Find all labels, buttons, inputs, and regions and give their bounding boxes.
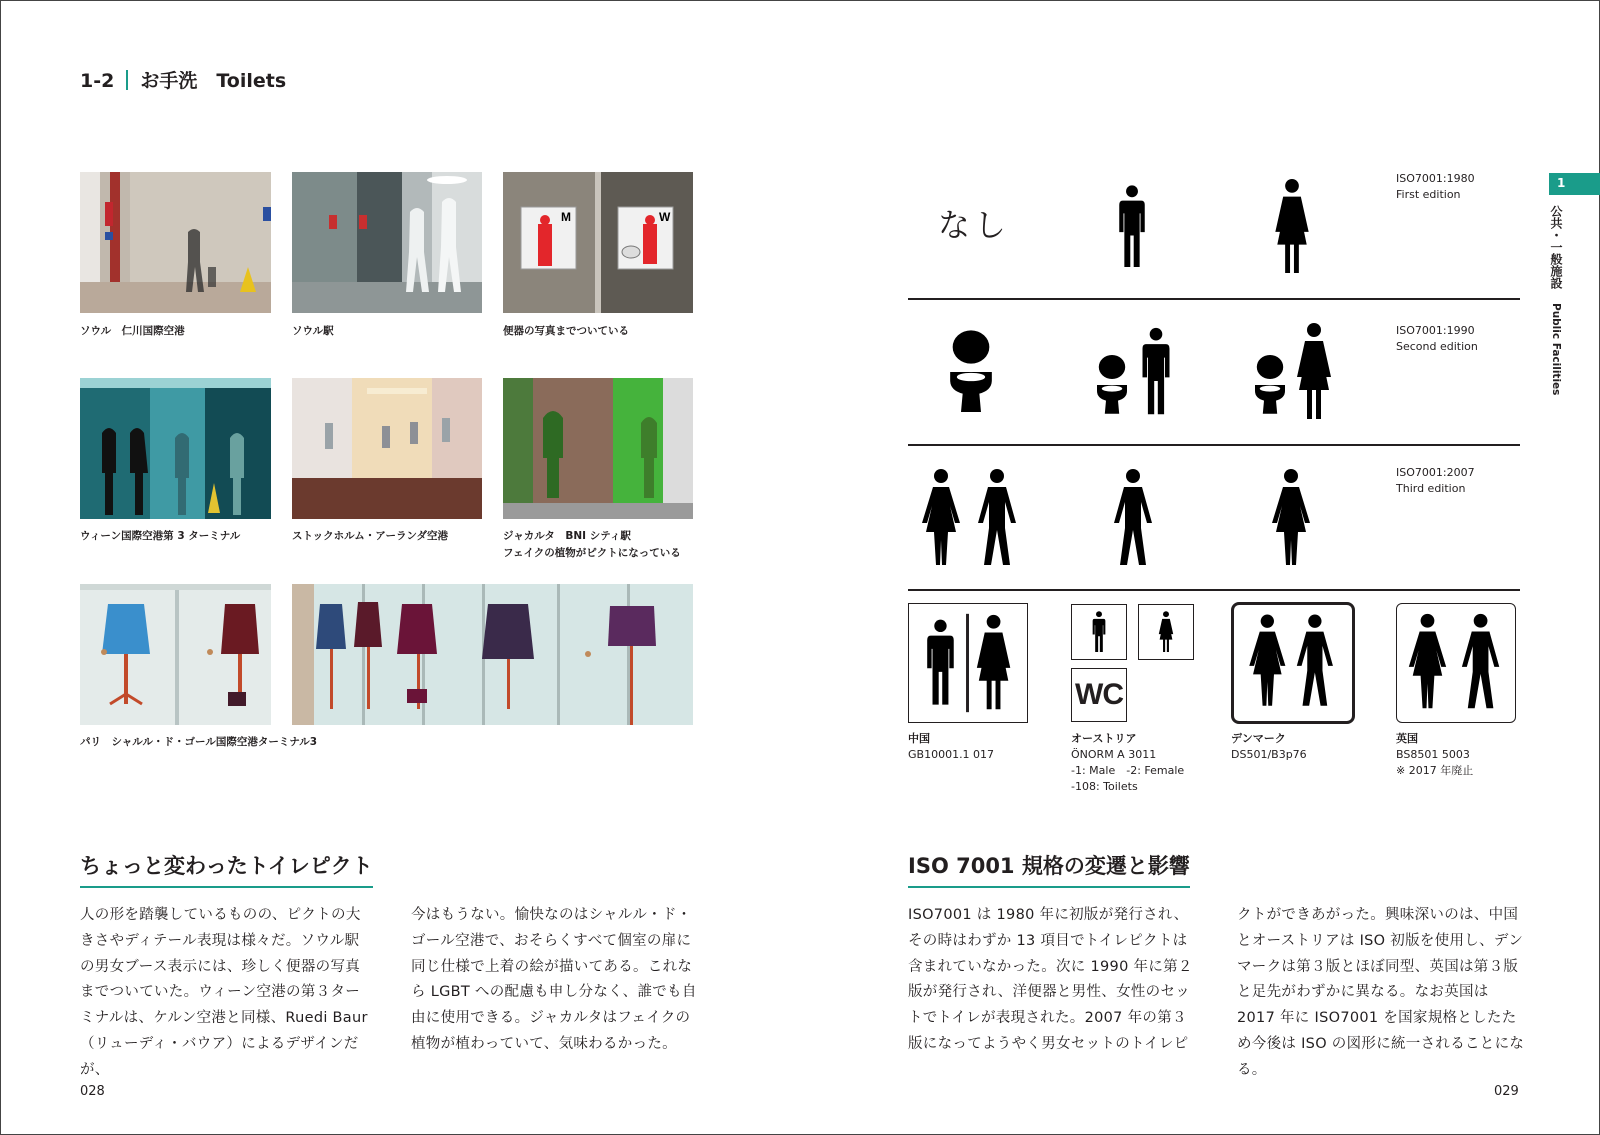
iso-1980-edition: First edition [1396, 188, 1461, 201]
caption-jakarta-line2: フェイクの植物がピクトになっている [503, 547, 681, 559]
caption-jakarta [503, 528, 681, 562]
iso-1980-label [1396, 171, 1475, 203]
photo-paris-cdg-2 [292, 584, 693, 725]
std-denmark-country: デンマーク [1231, 732, 1286, 745]
page-number-right: 029 [1494, 1084, 1519, 1099]
iso-2007-label [1396, 465, 1475, 497]
caption-seoul-station: ソウル駅 [292, 325, 334, 337]
toilet-small-icon [1252, 349, 1288, 421]
photo-paris-cdg-1 [80, 584, 271, 725]
header-divider [126, 70, 128, 90]
caption-stockholm: ストックホルム・アーランダ空港 [292, 530, 449, 542]
photo-label-w: W [659, 210, 671, 224]
man-icon [974, 468, 1020, 568]
photo-toilet-with-photo [503, 172, 693, 313]
chapter-title-en: Public Facilities [1550, 303, 1562, 396]
caption-seoul-incheon: ソウル 仁川国際空港 [80, 325, 185, 337]
page-number-left: 028 [80, 1084, 105, 1099]
man-icon [1115, 178, 1149, 276]
photo-vienna-airport [80, 378, 271, 519]
iso-2007-edition: Third edition [1396, 482, 1466, 495]
std-austria [1071, 731, 1184, 795]
woman-icon [1268, 468, 1314, 568]
iso-1980-code: ISO7001:1980 [1396, 172, 1475, 185]
divider-2 [908, 444, 1520, 446]
photo-seoul-station [292, 172, 482, 313]
austria-wc-sign [1071, 668, 1127, 722]
wc-label: WC [1075, 678, 1123, 711]
section-title-en: Toilets [216, 70, 287, 92]
divider-3 [908, 589, 1520, 591]
toilet-small-icon [1094, 349, 1130, 421]
heading-unusual-pictograms: ちょっと変わったトイレピクト [80, 850, 373, 888]
photo-jakarta-bni [503, 378, 693, 519]
section-title-ja: お手洗 [140, 70, 198, 92]
chapter-title [1548, 205, 1565, 396]
photo-label-m: M [561, 210, 571, 224]
std-austria-country: オーストリア [1071, 732, 1137, 745]
body-right-col2: クトができあがった。興味深いのは、中国とオーストリアは ISO 初版を使用し、デンマークは第３版とほぼ同型、英国は第３版と足先がわずかに異なる。なお英国は 2017 年に ISO7001 を国家規格としたため今後は ISO の図形に統一されることになる。 [1237, 907, 1525, 1078]
std-austria-sub1: -1: Male -2: Female [1071, 764, 1185, 777]
divider-1 [908, 298, 1520, 300]
std-uk [1396, 731, 1473, 779]
std-austria-code: ÖNORM A 3011 [1071, 748, 1157, 761]
std-denmark-code: DS501/B3p76 [1231, 748, 1307, 761]
austria-male-sign [1071, 604, 1127, 660]
man-icon [1110, 468, 1156, 568]
std-uk-note: ※ 2017 年廃止 [1396, 764, 1474, 777]
std-uk-code: BS8501 5003 [1396, 748, 1470, 761]
photo-stockholm-arlanda [292, 378, 482, 519]
chapter-tab: 1 [1549, 173, 1600, 195]
caption-toilet-photo: 便器の写真までついている [503, 325, 629, 337]
denmark-sign [1231, 602, 1355, 724]
iso-1990-code: ISO7001:1990 [1396, 324, 1475, 337]
iso-1990-edition: Second edition [1396, 340, 1478, 353]
std-uk-country: 英国 [1396, 732, 1418, 745]
toilet-icon [946, 322, 996, 422]
none-label: なし [938, 206, 1011, 244]
woman-icon [1294, 322, 1334, 422]
std-china-country: 中国 [908, 732, 930, 745]
caption-paris: パリ シャルル・ド・ゴール国際空港ターミナル3 [80, 736, 318, 748]
section-header [80, 66, 286, 93]
austria-female-sign [1138, 604, 1194, 660]
body-left-col2: 今はもうない。愉快なのはシャルル・ド・ゴール空港で、おそらくすべて個室の扉に同じ仕様で上着の絵が描いてある。これなら LGBT への配慮も申し分なく、誰でも自由に使用できる。ジャカルタはフェイクの植物が植わっていて、気味わるかった。 [411, 907, 697, 1052]
iso-1990-label [1396, 323, 1478, 355]
caption-vienna: ウィーン国際空港第 3 ターミナル [80, 530, 241, 542]
std-china [908, 731, 994, 763]
photo-seoul-incheon [80, 172, 271, 313]
std-china-code: GB10001.1 017 [908, 748, 995, 761]
chapter-title-ja: 公共・一般施設 [1549, 205, 1563, 289]
std-austria-sub2: -108: Toilets [1071, 780, 1138, 793]
woman-icon [918, 468, 964, 568]
uk-sign [1396, 603, 1516, 723]
man-icon [1138, 322, 1174, 422]
woman-icon [1272, 178, 1312, 276]
section-number: 1-2 [80, 70, 115, 92]
caption-jakarta-line1: ジャカルタ BNI シティ駅 [503, 530, 631, 542]
heading-iso7001: ISO 7001 規格の変遷と影響 [908, 850, 1190, 888]
iso-2007-code: ISO7001:2007 [1396, 466, 1475, 479]
body-right-col1: ISO7001 は 1980 年に初版が発行され、その時はわずか 13 項目でトイレピクトは含まれていなかった。次に 1990 年に第２版が発行され、洋便器と男性、女性のセットでトイレが表現された。2007 年の第３版になってようやく男女セットのトイレピ [908, 907, 1193, 1052]
std-denmark [1231, 731, 1307, 763]
china-sign [908, 603, 1028, 723]
body-left-col1: 人の形を踏襲しているものの、ピクトの大きさやディテール表現は様々だ。ソウル駅の男女ブース表示には、珍しく便器の写真までついていた。ウィーン空港の第３ターミナルは、ケルン空港と同様、Ruedi Baur（リューディ・バウア）によるデザインだが、 [80, 907, 368, 1078]
